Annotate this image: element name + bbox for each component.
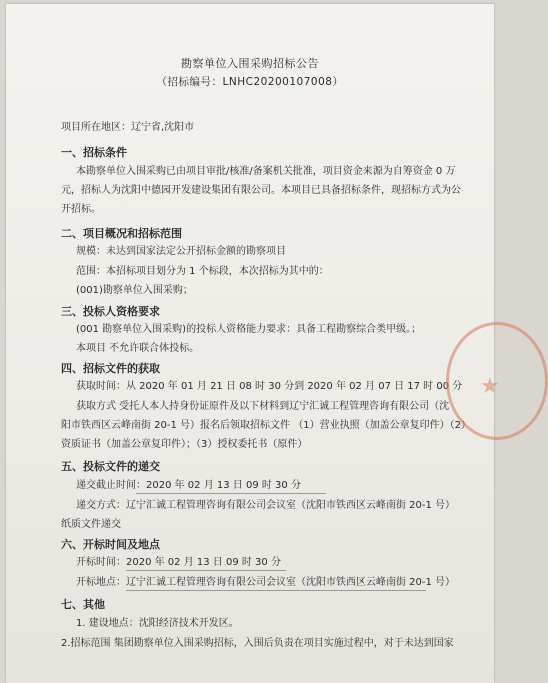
section-6-heading: 六、开标时间及地点 [61,538,160,551]
document-title: 勘察单位入围采购招标公告 [181,57,319,70]
section-6-line-2: 开标地点：辽宁汇诚工程管理咨询有限公司会议室（沈阳市铁西区云峰南街 20-1 号） [76,577,456,588]
section-4-line-1: 获取时间：从 2020 年 01 月 21 日 08 时 30 分到 2020 年 02 月 07 日 17 时 00 分 [76,381,463,392]
section-7-heading: 七、其他 [61,598,105,611]
section-1-line-1: 本勘察单位入围采购已由项目审批/核准/备案机关批准，项目资金来源为自筹资金 0 万 [76,166,456,177]
section-7-line-2: 2.招标范围 集团勘察单位入围采购招标，入围后负责在项目实施过程中，对于未达到国家 [61,638,454,649]
section-5-heading: 五、投标文件的递交 [61,460,160,473]
underline [136,493,326,494]
section-6-line-1: 开标时间：2020 年 02 月 13 日 09 时 30 分 [76,557,281,568]
section-3-heading: 三、投标人资格要求 [61,305,160,318]
section-5-line-1: 递交截止时间：2020 年 02 月 13 日 09 时 30 分 [76,480,301,491]
tender-number: （招标编号：LNHC20200107008） [156,76,344,88]
project-location: 项目所在地区：辽宁省,沈阳市 [61,122,195,133]
section-1-heading: 一、招标条件 [61,146,127,159]
section-5-line-2: 递交方式：辽宁汇诚工程管理咨询有限公司会议室（沈阳市铁西区云峰南街 20-1 号） [76,500,456,511]
section-1-line-2: 元，招标人为沈阳中德园开发建设集团有限公司。本项目已具备招标条件，现招标方式为公 [61,185,461,196]
section-1-line-3: 开招标。 [61,204,101,215]
section-3-line-2: 本项目 不允许联合体投标。 [76,343,200,354]
section-3-line-1: (001 勘察单位入围采购)的投标人资格能力要求：具备工程勘察综合类甲级。； [76,324,422,335]
section-7-line-1: 1. 建设地点：沈阳经济技术开发区。 [76,618,239,629]
section-5-line-3: 纸质文件递交 [61,519,121,530]
section-4-line-2: 获取方式 受托人本人持身份证原件及以下材料到辽宁汇诚工程管理咨询有限公司（沈 [76,401,450,412]
section-4-line-4: 资质证书（加盖公章复印件）；（3）授权委托书（原件） [61,439,308,450]
section-4-heading: 四、招标文件的获取 [61,362,160,375]
section-2-line-1: 规模：未达到国家法定公开招标金额的勘察项目 [76,246,286,257]
document-page [6,4,500,683]
section-2-heading: 二、项目概况和招标范围 [61,227,182,240]
section-2-line-3: (001)勘察单位入围采购； [76,285,193,296]
underline [126,590,426,591]
section-4-line-3: 阳市铁西区云峰南街 20-1 号）报名后领取招标文件 （1）营业执照（加盖公章复印件）（2） [61,420,471,431]
seal-star-icon: ★ [480,374,500,399]
section-2-line-2: 范围：本招标项目划分为 1 个标段，本次招标为其中的： [76,266,329,277]
underline [126,570,286,571]
